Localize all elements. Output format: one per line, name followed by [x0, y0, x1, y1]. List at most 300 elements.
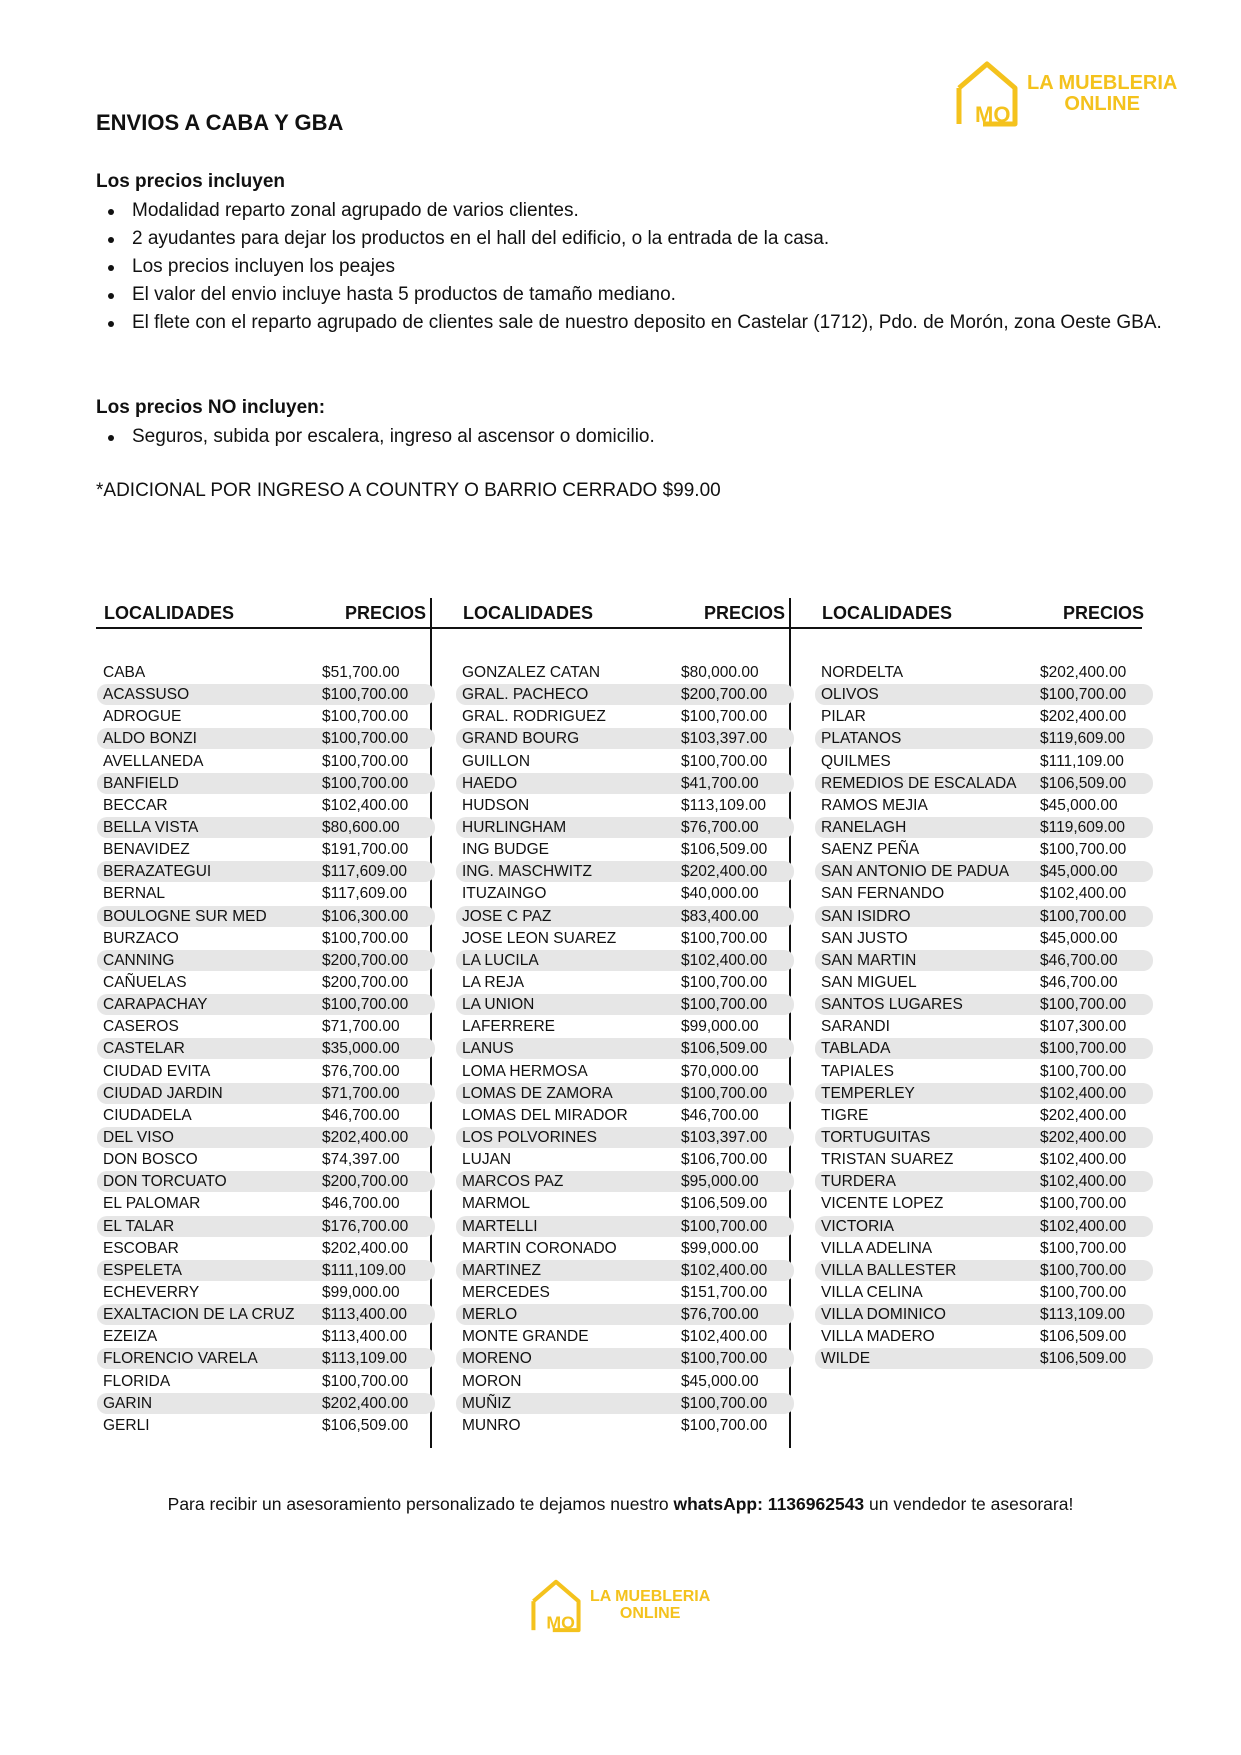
- table-row: [97, 861, 435, 882]
- country-surcharge-note: *ADICIONAL POR INGRESO A COUNTRY O BARRIO CERRADO $99.00: [96, 480, 721, 501]
- location-name: MERLO: [462, 1306, 518, 1324]
- location-name: VILLA ADELINA: [821, 1239, 933, 1257]
- table-row: [97, 1260, 435, 1281]
- location-price: $119,609.00: [1040, 818, 1126, 836]
- table-row: [97, 928, 435, 949]
- table-row: [815, 994, 1153, 1015]
- location-price: $100,700.00: [681, 973, 768, 991]
- location-name: LAFERRERE: [462, 1018, 556, 1036]
- table-row: [456, 928, 794, 949]
- column-header: [97, 598, 435, 628]
- location-price: $100,700.00: [322, 1372, 409, 1390]
- column-header: [815, 598, 1153, 628]
- table-row: [815, 1016, 1153, 1037]
- logo-line-1: LA MUEBLERIA: [590, 1588, 711, 1606]
- location-price: $102,400.00: [1040, 1084, 1127, 1102]
- location-name: TIGRE: [821, 1106, 869, 1124]
- location-name: SARANDI: [821, 1018, 890, 1036]
- location-price: $113,109.00: [681, 796, 767, 814]
- location-price: $107,300.00: [1040, 1018, 1127, 1036]
- header-locations: LOCALIDADES: [104, 602, 234, 623]
- location-price: $100,700.00: [1040, 996, 1127, 1014]
- table-row: [456, 1216, 794, 1237]
- list-item: El valor del envio incluye hasta 5 productos de tamaño mediano.: [132, 281, 1187, 309]
- location-price: $200,700.00: [322, 973, 409, 991]
- location-price: $191,700.00: [322, 841, 409, 859]
- table-row: [456, 950, 794, 971]
- brand-logo-bottom: [530, 1577, 710, 1635]
- table-row: [97, 1083, 435, 1104]
- table-row: [815, 1038, 1153, 1059]
- location-name: WILDE: [821, 1350, 871, 1368]
- location-name: BELLA VISTA: [103, 818, 199, 836]
- location-name: TRISTAN SUAREZ: [821, 1151, 954, 1169]
- location-name: LA REJA: [462, 973, 525, 991]
- location-price: $46,700.00: [322, 1106, 400, 1124]
- location-price: $106,509.00: [322, 1416, 409, 1434]
- logo-mark-text: MO: [546, 1612, 575, 1633]
- location-name: VILLA MADERO: [821, 1328, 935, 1346]
- location-name: SAN ISIDRO: [821, 907, 911, 925]
- header-prices: PRECIOS: [344, 602, 426, 623]
- location-name: SAENZ PEÑA: [821, 841, 920, 859]
- location-price: $100,700.00: [322, 730, 409, 748]
- location-price: $99,000.00: [681, 1018, 759, 1036]
- location-price: $200,700.00: [681, 686, 768, 704]
- table-row: [97, 773, 435, 794]
- location-name: LA LUCILA: [462, 951, 539, 969]
- location-name: MONTE GRANDE: [462, 1328, 589, 1346]
- table-row: [456, 684, 794, 705]
- location-name: SAN ANTONIO DE PADUA: [821, 863, 1010, 881]
- location-price: $113,109.00: [1040, 1306, 1126, 1324]
- location-name: DON BOSCO: [103, 1151, 198, 1169]
- location-name: QUILMES: [821, 752, 891, 770]
- location-name: ESCOBAR: [103, 1239, 179, 1257]
- location-price: $95,000.00: [681, 1173, 759, 1191]
- location-name: MARTELLI: [462, 1217, 538, 1235]
- table-row: [456, 1348, 794, 1369]
- location-price: $76,700.00: [322, 1062, 400, 1080]
- header-prices: PRECIOS: [1062, 602, 1144, 623]
- location-price: $119,609.00: [1040, 730, 1126, 748]
- table-row: [815, 751, 1153, 772]
- footer-text-after: un vendedor te asesorara!: [864, 1494, 1074, 1514]
- includes-list: [96, 197, 1187, 337]
- location-price: $46,700.00: [1040, 973, 1118, 991]
- location-price: $176,700.00: [322, 1217, 409, 1235]
- location-name: BOULOGNE SUR MED: [103, 907, 267, 925]
- table-row: [815, 1326, 1153, 1347]
- location-price: $100,700.00: [681, 1350, 768, 1368]
- table-row: [815, 950, 1153, 971]
- location-price: $51,700.00: [322, 664, 400, 681]
- column-header: [456, 598, 794, 628]
- location-name: GARIN: [103, 1394, 153, 1412]
- header-prices: PRECIOS: [703, 602, 785, 623]
- table-row: [97, 950, 435, 971]
- footer-contact: [0, 1494, 1241, 1515]
- location-name: VILLA DOMINICO: [821, 1306, 946, 1324]
- location-name: CIUDAD EVITA: [103, 1062, 211, 1080]
- location-price: $71,700.00: [322, 1084, 400, 1102]
- table-row: [97, 1304, 435, 1325]
- table-row: [815, 795, 1153, 816]
- location-price: $202,400.00: [322, 1394, 409, 1412]
- location-name: VILLA BALLESTER: [821, 1261, 957, 1279]
- location-name: ING BUDGE: [462, 841, 549, 859]
- location-name: TABLADA: [821, 1040, 891, 1058]
- table-row: [815, 1105, 1153, 1126]
- house-logo-icon: [530, 1577, 582, 1635]
- table-row: [815, 706, 1153, 727]
- table-row: [97, 1193, 435, 1214]
- includes-heading: Los precios incluyen: [96, 171, 285, 192]
- table-row: [456, 1415, 794, 1436]
- location-name: HUDSON: [462, 796, 530, 814]
- location-name: HURLINGHAM: [462, 818, 567, 836]
- location-price: $46,700.00: [681, 1106, 759, 1124]
- location-price: $76,700.00: [681, 818, 759, 836]
- table-row: [97, 684, 435, 705]
- location-price: $100,700.00: [322, 752, 409, 770]
- table-row: [456, 751, 794, 772]
- table-row: [456, 662, 794, 683]
- location-name: EL TALAR: [103, 1217, 175, 1235]
- location-name: LOS POLVORINES: [462, 1128, 597, 1146]
- location-price: $102,400.00: [681, 951, 768, 969]
- location-price: $74,397.00: [322, 1151, 400, 1169]
- location-name: GRAL. RODRIGUEZ: [462, 708, 606, 726]
- location-name: TAPIALES: [821, 1062, 894, 1080]
- location-price: $106,509.00: [681, 1195, 768, 1213]
- location-price: $106,509.00: [1040, 1350, 1127, 1368]
- location-name: AVELLANEDA: [103, 752, 204, 770]
- table-row: [97, 1061, 435, 1082]
- location-price: $100,700.00: [1040, 1040, 1127, 1058]
- list-item: Modalidad reparto zonal agrupado de varios clientes.: [132, 197, 1187, 225]
- location-price: $102,400.00: [1040, 1217, 1127, 1235]
- table-row: [97, 817, 435, 838]
- table-row: [456, 1038, 794, 1059]
- table-row: [97, 1282, 435, 1303]
- footer-text-before: Para recibir un asesoramiento personalizado te dejamos nuestro: [167, 1494, 674, 1514]
- table-row: [815, 839, 1153, 860]
- location-price: $102,400.00: [681, 1328, 768, 1346]
- location-price: $100,700.00: [681, 708, 768, 726]
- location-name: SANTOS LUGARES: [821, 996, 963, 1014]
- location-name: RAMOS MEJIA: [821, 796, 928, 814]
- table-row: [815, 1127, 1153, 1148]
- location-price: $100,700.00: [1040, 841, 1127, 859]
- location-name: PILAR: [821, 708, 866, 726]
- location-price: $100,700.00: [681, 1217, 768, 1235]
- location-name: LOMA HERMOSA: [462, 1062, 588, 1080]
- location-price: $117,609.00: [322, 885, 408, 903]
- location-name: GRAND BOURG: [462, 730, 580, 748]
- price-column-2: [456, 598, 794, 1437]
- table-row: [456, 728, 794, 749]
- location-price: $102,400.00: [322, 796, 409, 814]
- location-price: $102,400.00: [1040, 1173, 1127, 1191]
- location-name: LANUS: [462, 1040, 514, 1058]
- list-item: 2 ayudantes para dejar los productos en el hall del edificio, o la entrada de la casa.: [132, 225, 1187, 253]
- table-row: [815, 972, 1153, 993]
- location-price: $100,700.00: [681, 752, 768, 770]
- logo-line-2: ONLINE: [619, 1605, 681, 1622]
- logo-line-1: LA MUEBLERIA: [1027, 72, 1178, 94]
- table-row: [456, 1127, 794, 1148]
- table-row: [97, 1371, 435, 1392]
- location-name: HAEDO: [462, 774, 518, 792]
- location-name: GONZALEZ CATAN: [462, 664, 601, 681]
- table-row: [815, 1171, 1153, 1192]
- location-name: BENAVIDEZ: [103, 841, 190, 859]
- location-name: JOSE LEON SUAREZ: [462, 929, 617, 947]
- location-name: GRAL. PACHECO: [462, 686, 589, 704]
- location-name: TEMPERLEY: [821, 1084, 915, 1102]
- location-price: $106,300.00: [322, 907, 409, 925]
- rows-container: [815, 662, 1153, 1369]
- location-name: BERAZATEGUI: [103, 863, 212, 881]
- location-price: $113,400.00: [322, 1306, 408, 1324]
- location-name: VILLA CELINA: [821, 1283, 923, 1301]
- table-row: [456, 1326, 794, 1347]
- price-column-3: [815, 598, 1153, 1371]
- table-row: [97, 883, 435, 904]
- location-name: FLORENCIO VARELA: [103, 1350, 258, 1368]
- location-price: $202,400.00: [1040, 1106, 1127, 1124]
- table-row: [815, 1061, 1153, 1082]
- location-price: $99,000.00: [681, 1239, 759, 1257]
- location-name: MUNRO: [462, 1416, 521, 1434]
- table-row: [815, 684, 1153, 705]
- table-row: [815, 883, 1153, 904]
- table-row: [97, 662, 435, 683]
- location-name: CASTELAR: [103, 1040, 185, 1058]
- table-row: [815, 906, 1153, 927]
- location-price: $106,700.00: [681, 1151, 768, 1169]
- table-row: [97, 1348, 435, 1369]
- location-price: $100,700.00: [1040, 1062, 1127, 1080]
- location-name: MARTIN CORONADO: [462, 1239, 617, 1257]
- table-row: [456, 1016, 794, 1037]
- location-price: $100,700.00: [1040, 1195, 1127, 1213]
- location-price: $100,700.00: [1040, 1283, 1127, 1301]
- location-price: $151,700.00: [681, 1283, 768, 1301]
- location-name: CANNING: [103, 951, 175, 969]
- table-row: [815, 1083, 1153, 1104]
- whatsapp-number: whatsApp: 1136962543: [673, 1494, 865, 1514]
- brand-logo-top: [955, 58, 1177, 130]
- table-row: [97, 1415, 435, 1436]
- location-price: $100,700.00: [322, 686, 409, 704]
- location-price: $76,700.00: [681, 1306, 759, 1324]
- location-name: VICTORIA: [821, 1217, 894, 1235]
- location-name: LUJAN: [462, 1151, 512, 1169]
- table-row: [456, 1393, 794, 1414]
- table-row: [815, 1348, 1153, 1369]
- table-row: [97, 1016, 435, 1037]
- excludes-heading: Los precios NO incluyen:: [96, 397, 326, 418]
- location-price: $102,400.00: [681, 1261, 768, 1279]
- location-price: $202,400.00: [1040, 664, 1127, 681]
- location-price: $100,700.00: [322, 996, 409, 1014]
- location-price: $100,700.00: [322, 774, 409, 792]
- table-row: [456, 1304, 794, 1325]
- table-row: [456, 817, 794, 838]
- location-name: MARCOS PAZ: [462, 1173, 564, 1191]
- location-name: PLATANOS: [821, 730, 902, 748]
- location-price: $80,600.00: [322, 818, 400, 836]
- location-price: $100,700.00: [681, 996, 768, 1014]
- location-name: LOMAS DEL MIRADOR: [462, 1106, 628, 1124]
- location-price: $111,109.00: [322, 1261, 406, 1279]
- location-price: $202,400.00: [1040, 708, 1127, 726]
- location-price: $106,509.00: [681, 841, 768, 859]
- location-price: $45,000.00: [681, 1372, 759, 1390]
- location-price: $100,700.00: [1040, 686, 1127, 704]
- table-row: [97, 1216, 435, 1237]
- table-row: [456, 906, 794, 927]
- table-row: [815, 817, 1153, 838]
- location-name: SAN MIGUEL: [821, 973, 917, 991]
- location-price: $80,000.00: [681, 664, 759, 681]
- location-name: BURZACO: [103, 929, 179, 947]
- table-row: [97, 1393, 435, 1414]
- excludes-list: [96, 423, 1187, 451]
- table-row: [97, 1238, 435, 1259]
- location-name: TORTUGUITAS: [821, 1128, 931, 1146]
- location-price: $106,509.00: [1040, 1328, 1127, 1346]
- location-name: EXALTACION DE LA CRUZ: [103, 1306, 295, 1324]
- table-row: [456, 1083, 794, 1104]
- location-price: $113,109.00: [322, 1350, 408, 1368]
- location-price: $71,700.00: [322, 1018, 400, 1036]
- logo-wordmark: [590, 1589, 710, 1623]
- price-column-1: [97, 598, 435, 1437]
- table-row: [815, 1193, 1153, 1214]
- location-price: $102,400.00: [1040, 1151, 1127, 1169]
- location-name: NORDELTA: [821, 664, 904, 681]
- table-row: [815, 1149, 1153, 1170]
- table-row: [815, 728, 1153, 749]
- header-locations: LOCALIDADES: [822, 602, 952, 623]
- location-name: SAN JUSTO: [821, 929, 908, 947]
- location-name: BECCAR: [103, 796, 168, 814]
- table-row: [97, 839, 435, 860]
- location-price: $200,700.00: [322, 1173, 409, 1191]
- table-row: [97, 994, 435, 1015]
- location-price: $99,000.00: [322, 1283, 400, 1301]
- table-row: [456, 1061, 794, 1082]
- location-name: RANELAGH: [821, 818, 907, 836]
- location-price: $100,700.00: [1040, 1261, 1127, 1279]
- location-price: $45,000.00: [1040, 929, 1118, 947]
- location-name: ING. MASCHWITZ: [462, 863, 593, 881]
- table-row: [456, 883, 794, 904]
- location-price: $103,397.00: [681, 730, 768, 748]
- location-name: DON TORCUATO: [103, 1173, 227, 1191]
- location-name: EZEIZA: [103, 1328, 158, 1346]
- location-price: $100,700.00: [322, 929, 409, 947]
- location-price: $35,000.00: [322, 1040, 400, 1058]
- location-name: ALDO BONZI: [103, 730, 197, 748]
- location-price: $100,700.00: [1040, 907, 1127, 925]
- logo-line-2: ONLINE: [1064, 93, 1140, 115]
- location-name: OLIVOS: [821, 686, 879, 704]
- table-row: [456, 972, 794, 993]
- table-row: [97, 1171, 435, 1192]
- location-name: CIUDAD JARDIN: [103, 1084, 223, 1102]
- table-row: [456, 1105, 794, 1126]
- location-name: ESPELETA: [103, 1261, 182, 1279]
- location-name: MARMOL: [462, 1195, 531, 1213]
- location-price: $100,700.00: [681, 929, 768, 947]
- table-row: [456, 1193, 794, 1214]
- location-price: $40,000.00: [681, 885, 759, 903]
- table-row: [97, 906, 435, 927]
- list-item: Los precios incluyen los peajes: [132, 253, 1187, 281]
- location-name: MARTINEZ: [462, 1261, 541, 1279]
- location-price: $202,400.00: [681, 863, 768, 881]
- location-price: $106,509.00: [681, 1040, 768, 1058]
- location-name: MERCEDES: [462, 1283, 550, 1301]
- location-name: ACASSUSO: [103, 686, 190, 704]
- location-name: MORON: [462, 1372, 522, 1390]
- location-name: MORENO: [462, 1350, 532, 1368]
- table-row: [815, 773, 1153, 794]
- location-price: $100,700.00: [322, 708, 409, 726]
- location-name: LOMAS DE ZAMORA: [462, 1084, 613, 1102]
- location-price: $46,700.00: [1040, 951, 1118, 969]
- table-row: [456, 1260, 794, 1281]
- location-price: $117,609.00: [322, 863, 408, 881]
- house-logo-icon: [955, 58, 1019, 130]
- location-price: $45,000.00: [1040, 863, 1118, 881]
- location-price: $70,000.00: [681, 1062, 759, 1080]
- table-row: [815, 662, 1153, 683]
- list-item: El flete con el reparto agrupado de clientes sale de nuestro deposito en Castelar (1712), Pdo. de Morón, zona Oeste GBA.: [132, 309, 1187, 337]
- table-row: [97, 795, 435, 816]
- location-name: REMEDIOS DE ESCALADA: [821, 774, 1017, 792]
- rows-container: [456, 662, 794, 1436]
- location-price: $46,700.00: [322, 1195, 400, 1213]
- location-price: $45,000.00: [1040, 796, 1118, 814]
- location-price: $106,509.00: [1040, 774, 1127, 792]
- location-name: ECHEVERRY: [103, 1283, 200, 1301]
- table-row: [97, 972, 435, 993]
- table-row: [456, 994, 794, 1015]
- location-name: TURDERA: [821, 1173, 896, 1191]
- table-row: [456, 1238, 794, 1259]
- table-row: [456, 1282, 794, 1303]
- location-price: $202,400.00: [322, 1239, 409, 1257]
- location-price: $41,700.00: [681, 774, 759, 792]
- table-row: [815, 861, 1153, 882]
- table-row: [97, 728, 435, 749]
- table-row: [97, 1105, 435, 1126]
- location-name: BANFIELD: [103, 774, 179, 792]
- table-row: [815, 1282, 1153, 1303]
- location-name: LA UNION: [462, 996, 535, 1014]
- location-name: VICENTE LOPEZ: [821, 1195, 944, 1213]
- location-price: $200,700.00: [322, 951, 409, 969]
- location-price: $113,400.00: [322, 1328, 408, 1346]
- table-row: [815, 1260, 1153, 1281]
- table-row: [815, 1304, 1153, 1325]
- location-name: JOSE C PAZ: [462, 907, 552, 925]
